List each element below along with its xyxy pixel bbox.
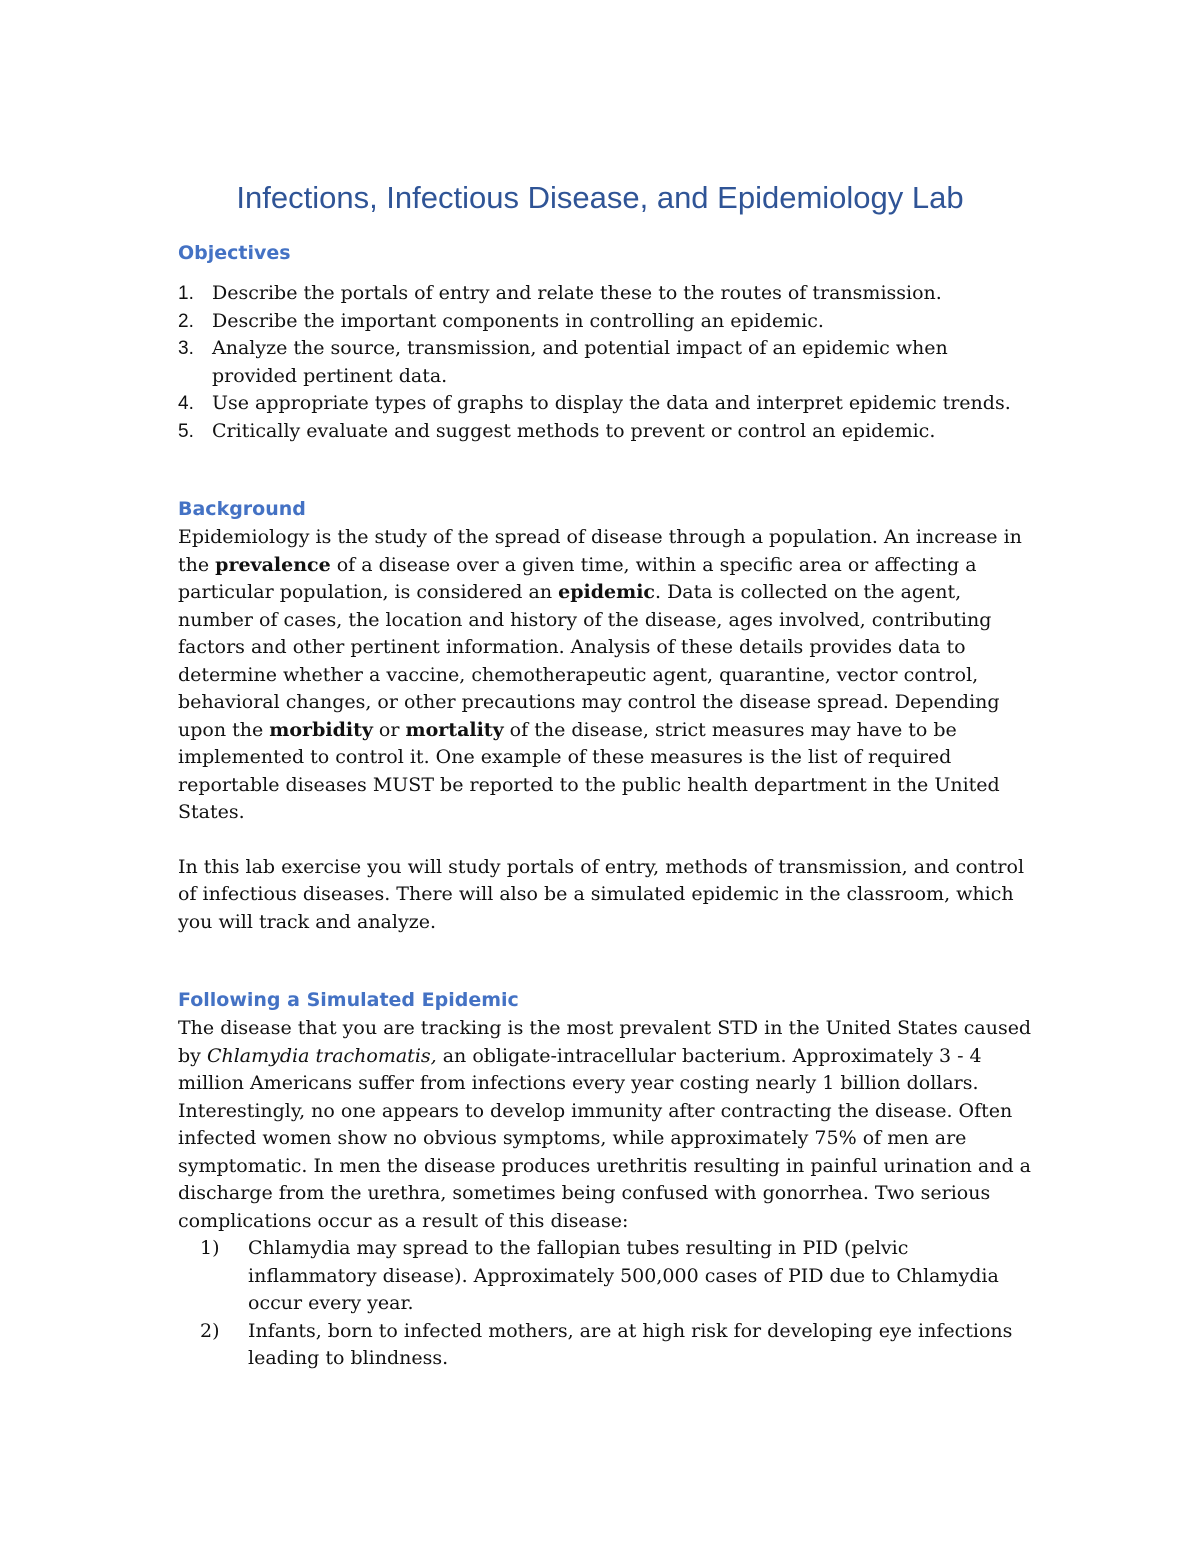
background-heading: Background xyxy=(178,498,306,520)
lab-intro-paragraph: In this lab exercise you will study portals of entry, methods of transmission, and control of infectious diseases. There will also be a simulated epidemic in the classroom, which you will track and analyze. xyxy=(178,855,1025,933)
list-item: 1. Describe the portals of entry and relate these to the routes of transmission. xyxy=(178,282,942,304)
page-title: Infections, Infectious Disease, and Epidemiology Lab xyxy=(236,180,964,215)
list-item: 4. Use appropriate types of graphs to display the data and interpret epidemic trends. xyxy=(178,392,1011,414)
list-item: 5. Critically evaluate and suggest methods to prevent or control an epidemic. xyxy=(178,419,936,442)
objectives-heading: Objectives xyxy=(178,242,291,264)
list-item: 1) Chlamydia may spread to the fallopian tubes resulting in PID (pelvic inflammatory disease). Approximately 500,000 cases of PID due to Chlamydia occur every year. xyxy=(200,1237,999,1314)
complications-list xyxy=(178,1235,1038,1373)
background-section xyxy=(178,496,1038,936)
list-item: 3. Analyze the source, transmission, and potential impact of an epidemic when provided pertinent data. xyxy=(178,337,948,387)
objectives-list xyxy=(178,280,1038,445)
simulated-epidemic-section xyxy=(178,987,1038,1373)
objectives-section xyxy=(178,240,1038,445)
list-item: 2. Describe the important components in controlling an epidemic. xyxy=(178,309,824,332)
simulated-epidemic-heading: Following a Simulated Epidemic xyxy=(178,989,519,1011)
list-item: 2) Infants, born to infected mothers, are at high risk for developing eye infections leading to blindness. xyxy=(200,1319,1013,1369)
background-paragraph: Epidemiology is the study of the spread of disease through a population. An increase in the prevalence of a disease over a given time, within a specific area or affecting a particular population, is considered an epidemic. Data is collected on the agent, number of cases, the location and history of the disease, ages involved, contributing factors and other pertinent information. Analysis of these details provides data to determine whether a vaccine, chemotherapeutic agent, quarantine, vector control, behavioral changes, or other precautions may control the disease spread. Depending upon the morbidity or mortality of the disease, strict measures may have to be implemented to control it. One example of these measures is the list of required reportable diseases MUST be reported to the public health department in the United States. xyxy=(178,526,1022,823)
simulated-epidemic-paragraph: The disease that you are tracking is the most prevalent STD in the United States caused by Chlamydia trachomatis, an obligate-intracellular bacterium. Approximately 3 - 4 million Americans suffer from infections every year costing nearly 1 billion dollars. Interestingly, no one appears to develop immunity after contracting the disease. Often infected women show no obvious symptoms, while approximately 75% of men are symptomatic. In men the disease produces urethritis resulting in painful urination and a discharge from the urethra, sometimes being confused with gonorrhea. Two serious complications occur as a result of this disease: xyxy=(178,1017,1032,1232)
